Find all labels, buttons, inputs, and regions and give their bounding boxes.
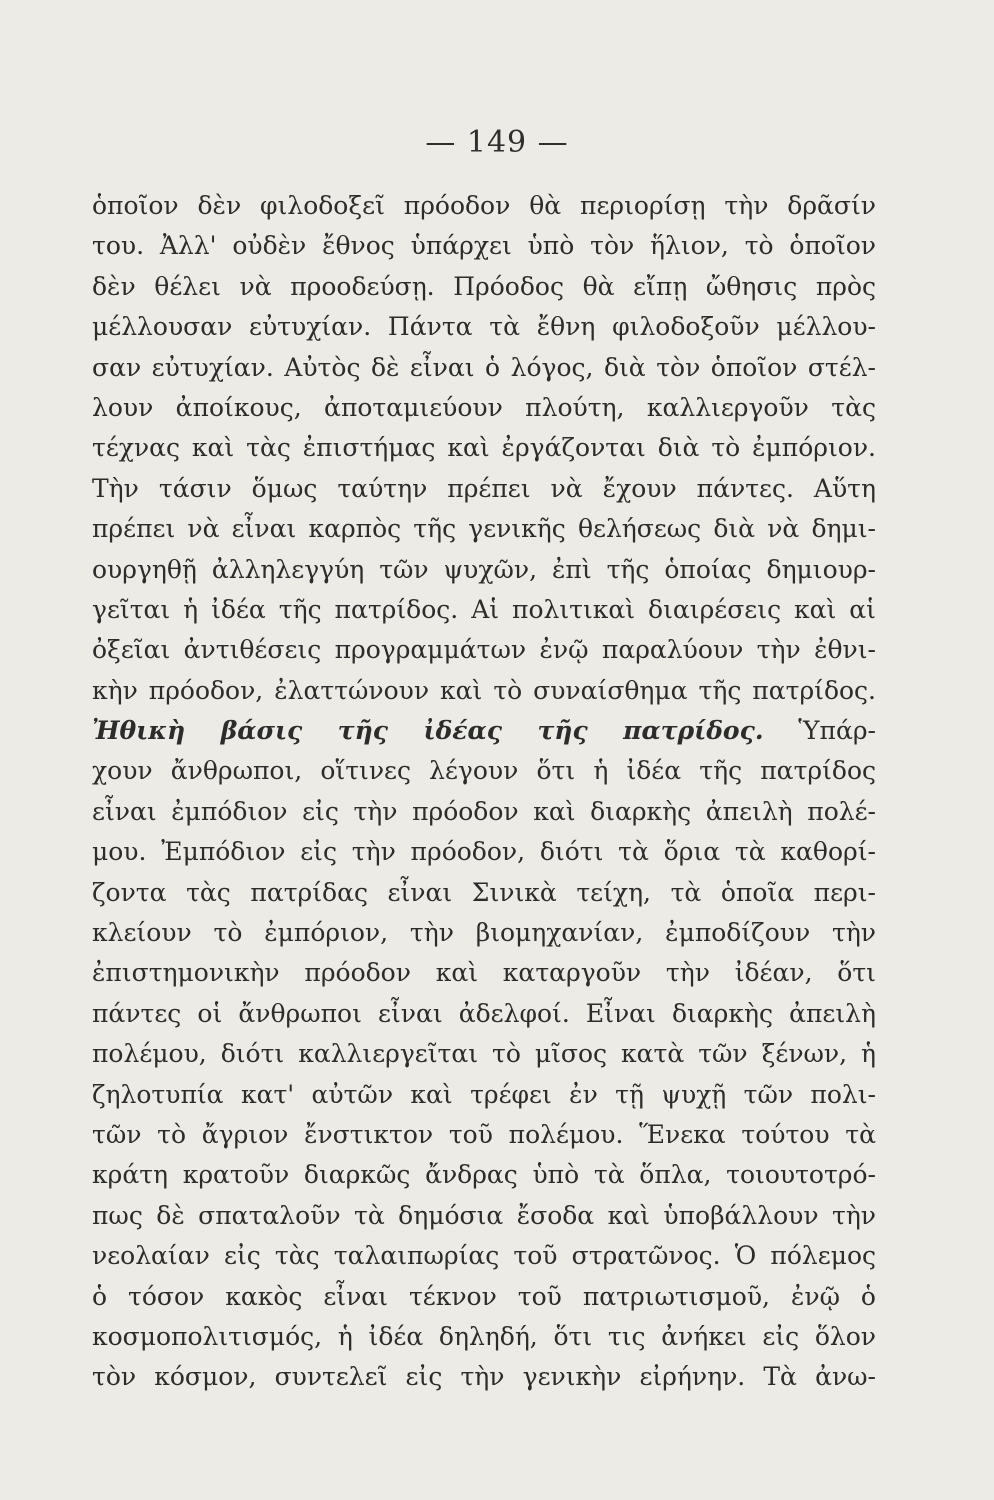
line-text: Τὴν τάσιν ὅμως ταύτην πρέπει νὰ ἔχουν πάντες. Αὕτη (92, 473, 876, 503)
text-line (92, 307, 876, 347)
line-text: κράτη κρατοῦν διαρκῶς ἄνδρας ὑπὸ τὰ ὅπλα, τοιουτοτρό- (92, 1160, 876, 1190)
text-line (92, 671, 876, 711)
body-text (92, 186, 876, 1398)
line-text: μέλλουσαν εὐτυχίαν. Πάντα τὰ ἔθνη φιλοδοξοῦν μέλλου- (92, 312, 876, 342)
line-text: κοσμοπολιτισμός, ἡ ἰδέα δηληδή, ὅτι τις ἀνήκει εἰς ὅλον (92, 1321, 876, 1351)
line-text: του. Ἀλλ' οὐδὲν ἔθνος ὑπάρχει ὑπὸ τὸν ἥλιον, τὸ ὁποῖον (92, 231, 876, 261)
text-line (92, 226, 876, 266)
text-line (92, 428, 876, 468)
line-text: ουργηθῇ ἀλληλεγγύη τῶν ψυχῶν, ἐπὶ τῆς ὁποίας δημιουρ- (92, 554, 876, 584)
text-line (92, 348, 876, 388)
text-line (92, 792, 876, 832)
line-text: ὀξεῖαι ἀντιθέσεις προγραμμάτων ἐνῷ παραλύουν τὴν ἐθνι- (92, 635, 876, 665)
text-line (92, 550, 876, 590)
line-text: ἐπιστημονικὴν πρόοδον καὶ καταργοῦν τὴν ἰδέαν, ὅτι (92, 958, 876, 988)
line-text: σαν εὐτυχίαν. Αὐτὸς δὲ εἶναι ὁ λόγος, διὰ τὸν ὁποῖον στέλ- (92, 352, 876, 382)
page-number: — 149 — (425, 125, 569, 160)
line-text: μου. Ἐμπόδιον εἰς τὴν πρόοδον, διότι τὰ ὅρια τὰ καθορί- (92, 837, 876, 867)
text-line (92, 388, 876, 428)
text-line (92, 832, 876, 872)
text-line (92, 590, 876, 630)
line-text: εἶναι ἐμπόδιον εἰς τὴν πρόοδον καὶ διαρκὴς ἀπειλὴ πολέ- (92, 796, 876, 826)
text-line (92, 1155, 876, 1195)
text-line (92, 186, 876, 226)
text-line (92, 1357, 876, 1397)
text-line (92, 1115, 876, 1155)
text-line (92, 1196, 876, 1236)
line-text: ζηλοτυπία κατ' αὐτῶν καὶ τρέφει ἐν τῇ ψυχῇ τῶν πολι- (92, 1079, 876, 1109)
text-line (92, 751, 876, 791)
text-line (92, 1277, 876, 1317)
line-text: γεῖται ἡ ἰδέα τῆς πατρίδος. Αἱ πολιτικαὶ διαιρέσεις καὶ αἱ (92, 594, 876, 624)
line-text: ζοντα τὰς πατρίδας εἶναι Σινικὰ τείχη, τὰ ὁποῖα περι- (92, 877, 876, 907)
line-text: πως δὲ σπαταλοῦν τὰ δημόσια ἔσοδα καὶ ὑποβάλλουν τὴν (92, 1200, 876, 1230)
line-text: χουν ἄνθρωποι, οἵτινες λέγουν ὅτι ἡ ἰδέα τῆς πατρίδος (92, 756, 876, 786)
line-text: τὸν κόσμον, συντελεῖ εἰς τὴν γενικὴν εἰρήνην. Τὰ ἀνω- (92, 1362, 876, 1392)
line-text: τῶν τὸ ἄγριον ἔνστικτον τοῦ πολέμου. Ἕνεκα τούτου τὰ (92, 1119, 876, 1149)
line-text: πολέμου, διότι καλλιεργεῖται τὸ μῖσος κατὰ τῶν ξένων, ἡ (92, 1039, 876, 1069)
line-text: νεολαίαν εἰς τὰς ταλαιπωρίας τοῦ στρατῶνος. Ὁ πόλεμος (92, 1241, 876, 1271)
text-line (92, 913, 876, 953)
line-text: τέχνας καὶ τὰς ἐπιστήμας καὶ ἐργάζονται διὰ τὸ ἐμπόριον. (92, 433, 876, 463)
text-line (92, 1236, 876, 1276)
text-line (92, 509, 876, 549)
line-text: ὁποῖον δὲν φιλοδοξεῖ πρόοδον θὰ περιορίσῃ τὴν δρᾶσίν (92, 191, 876, 220)
text-line (92, 630, 876, 670)
line-text: κὴν πρόοδον, ἐλαττώνουν καὶ τὸ συναίσθημα τῆς πατρίδος. (92, 675, 876, 705)
text-line (92, 873, 876, 913)
line-text: πρέπει νὰ εἶναι καρπὸς τῆς γενικῆς θελήσεως διὰ νὰ δημι- (92, 514, 876, 544)
section-heading: Ἠθικὴ βάσις τῆς ἰδέας τῆς πατρίδος. (92, 716, 764, 746)
text-line (92, 994, 876, 1034)
line-text: Ὑπάρ- (763, 716, 876, 746)
text-line (92, 1317, 876, 1357)
text-line (92, 267, 876, 307)
line-text: λουν ἀποίκους, ἀποταμιεύουν πλούτη, καλλιεργοῦν τὰς (92, 392, 876, 422)
text-line (92, 1075, 876, 1115)
text-line (92, 1034, 876, 1074)
text-line (92, 469, 876, 509)
line-text: κλείουν τὸ ἐμπόριον, τὴν βιομηχανίαν, ἐμποδίζουν τὴν (92, 918, 876, 948)
line-text: δὲν θέλει νὰ προοδεύσῃ. Πρόοδος θὰ εἴπῃ ὤθησις πρὸς (92, 271, 876, 301)
text-line (92, 711, 876, 751)
line-text: ὁ τόσον κακὸς εἶναι τέκνον τοῦ πατριωτισμοῦ, ἐνῷ ὁ (92, 1281, 876, 1311)
line-text: πάντες οἱ ἄνθρωποι εἶναι ἀδελφοί. Εἶναι διαρκὴς ἀπειλὴ (92, 998, 876, 1028)
text-line (92, 953, 876, 993)
